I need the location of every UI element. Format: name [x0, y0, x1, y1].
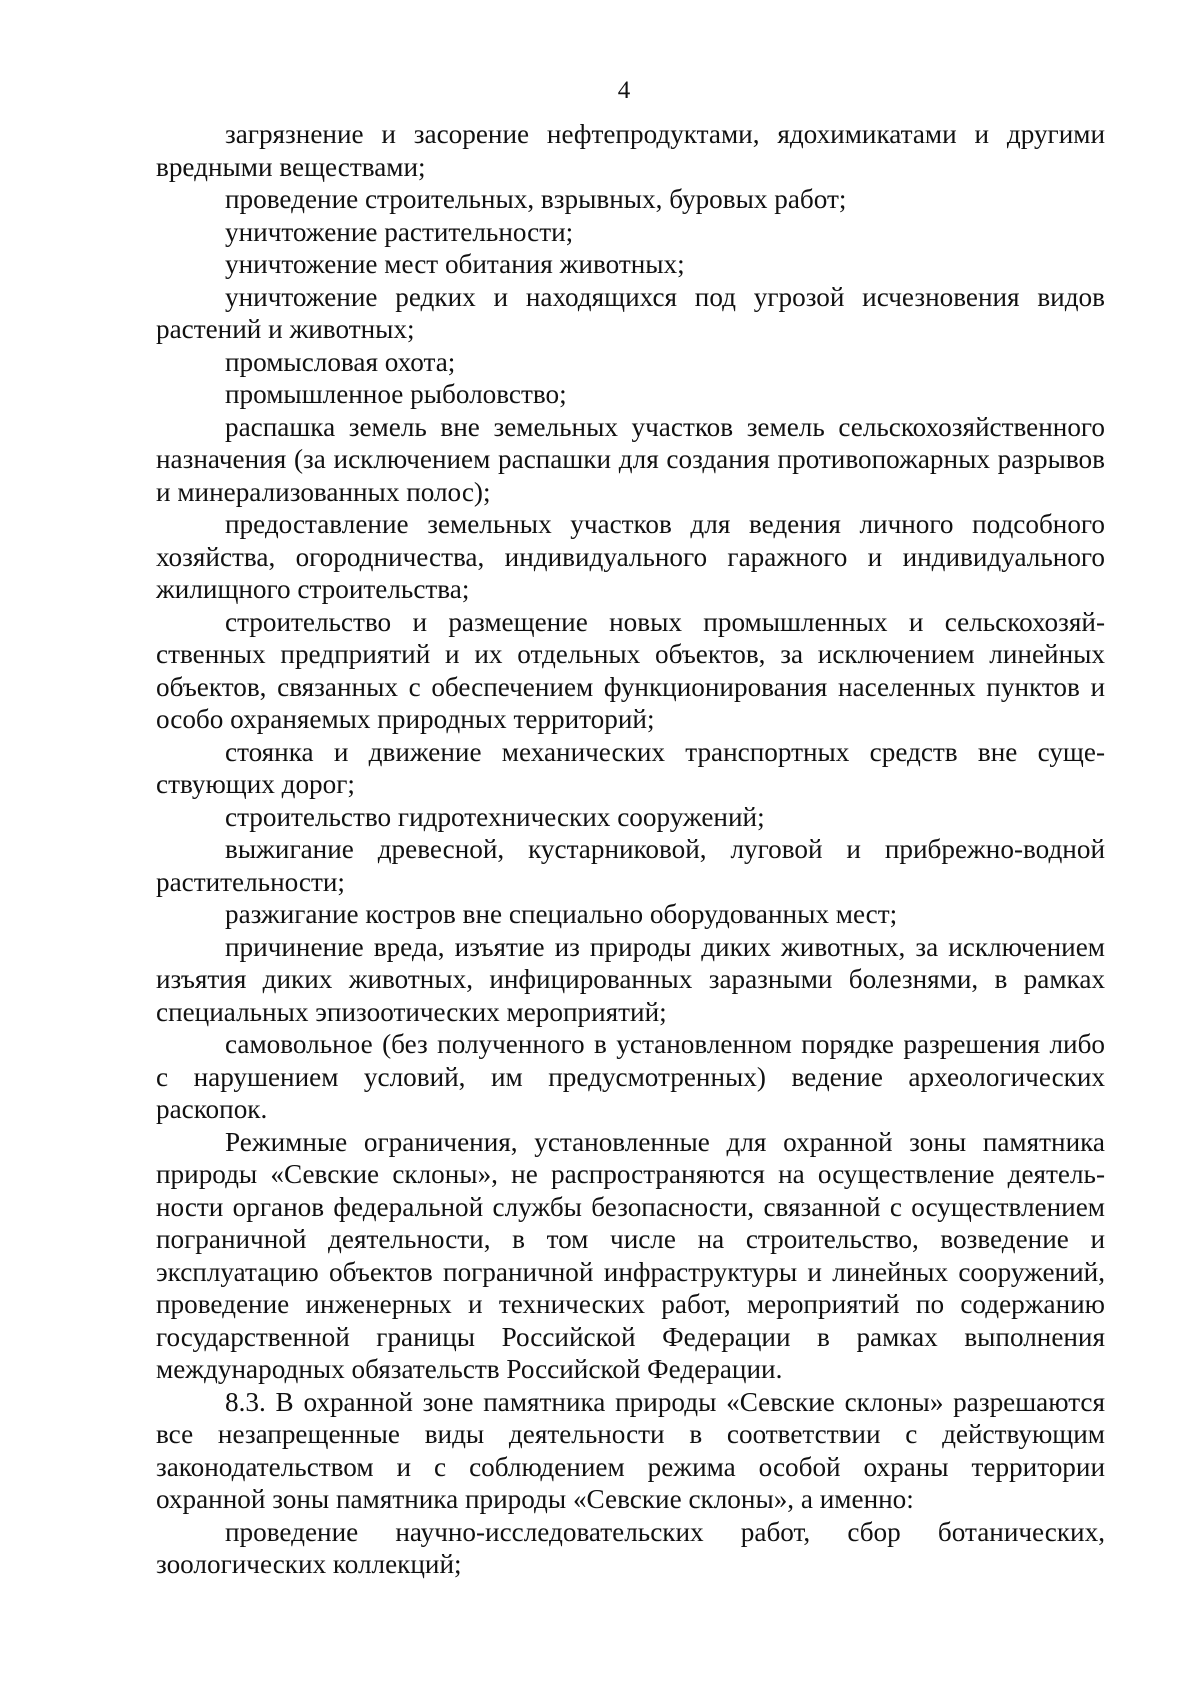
paragraph: промышленное рыболовство; [225, 379, 567, 409]
paragraph: уничтожение растительности; [225, 216, 574, 247]
paragraph: уничтожение мест обитания животных; [225, 249, 685, 279]
document-body [156, 118, 1105, 1581]
page-number: 4 [617, 77, 631, 104]
paragraph: распашка земель вне земельных участков земель сельскохозяйственного назначения (за исключением распашки для создания противопожарных разрывов и минерализованных полос); [156, 411, 1105, 507]
paragraph: предоставление земельных участков для ведения личного подсобного хозяйства, огородничества, индивидуального гаражного и индивидуального жилищного строительства; [156, 509, 1105, 604]
paragraph: самовольное (без полученного в установленном порядке разрешения либо с нарушением условий, им предусмотренных) ведение археологических раскопок. [156, 1029, 1105, 1124]
paragraph: строительство и размещение новых промышленных и сельскохозяйственных предприятий и их отдельных объектов, за исключением линейных объектов, связанных с обеспечением функционирования населенных пунктов и особо охраняемых природных территорий; [156, 606, 1105, 734]
paragraph: загрязнение и засорение нефтепродуктами, ядохимикатами и другими вредными веществами; [156, 119, 1105, 182]
paragraph: уничтожение редких и находящихся под угрозой исчезновения видов растений и животных; [156, 281, 1105, 344]
paragraph: выжигание древесной, кустарниковой, луговой и прибрежно-водной растительности; [156, 834, 1105, 897]
paragraph: Режимные ограничения, установленные для охранной зоны памятника природы «Севские склоны», не распространяются на осуществление деятельности органов федеральной службы безопасности, связанной с осуществлением пограничной деятельности, в том числе на строительство, возведение и эксплуатацию объектов пограничной инфраструктуры и линейных сооружений, проведение инженерных и технических работ, мероприятий по содержанию государственной границы Российской Федерации в рамках выполнения международных обязательств Российской Федерации. [156, 1126, 1105, 1384]
paragraph: разжигание костров вне специально оборудованных мест; [225, 899, 898, 929]
paragraph: причинение вреда, изъятие из природы диких животных, за исключением изъятия диких животных, инфицированных заразными болезнями, в рамках специальных эпизоотических мероприятий; [156, 931, 1105, 1027]
paragraph: 8.3. В охранной зоне памятника природы «Севские склоны» разрешаются все незапрещенные виды деятельности в соответствии с действующим законодательством и с соблюдением режима особой охраны территории охранной зоны памятника природы «Севские склоны», а именно: [156, 1386, 1105, 1514]
paragraph: проведение научно-исследовательских работ, сбор ботанических, зоологических коллекций; [156, 1516, 1105, 1579]
paragraph: промысловая охота; [225, 346, 456, 377]
paragraph: стоянка и движение механических транспортных средств вне существующих дорог; [156, 736, 1105, 799]
paragraph: строительство гидротехнических сооружений; [225, 801, 765, 832]
paragraph: проведение строительных, взрывных, буровых работ; [225, 184, 847, 214]
